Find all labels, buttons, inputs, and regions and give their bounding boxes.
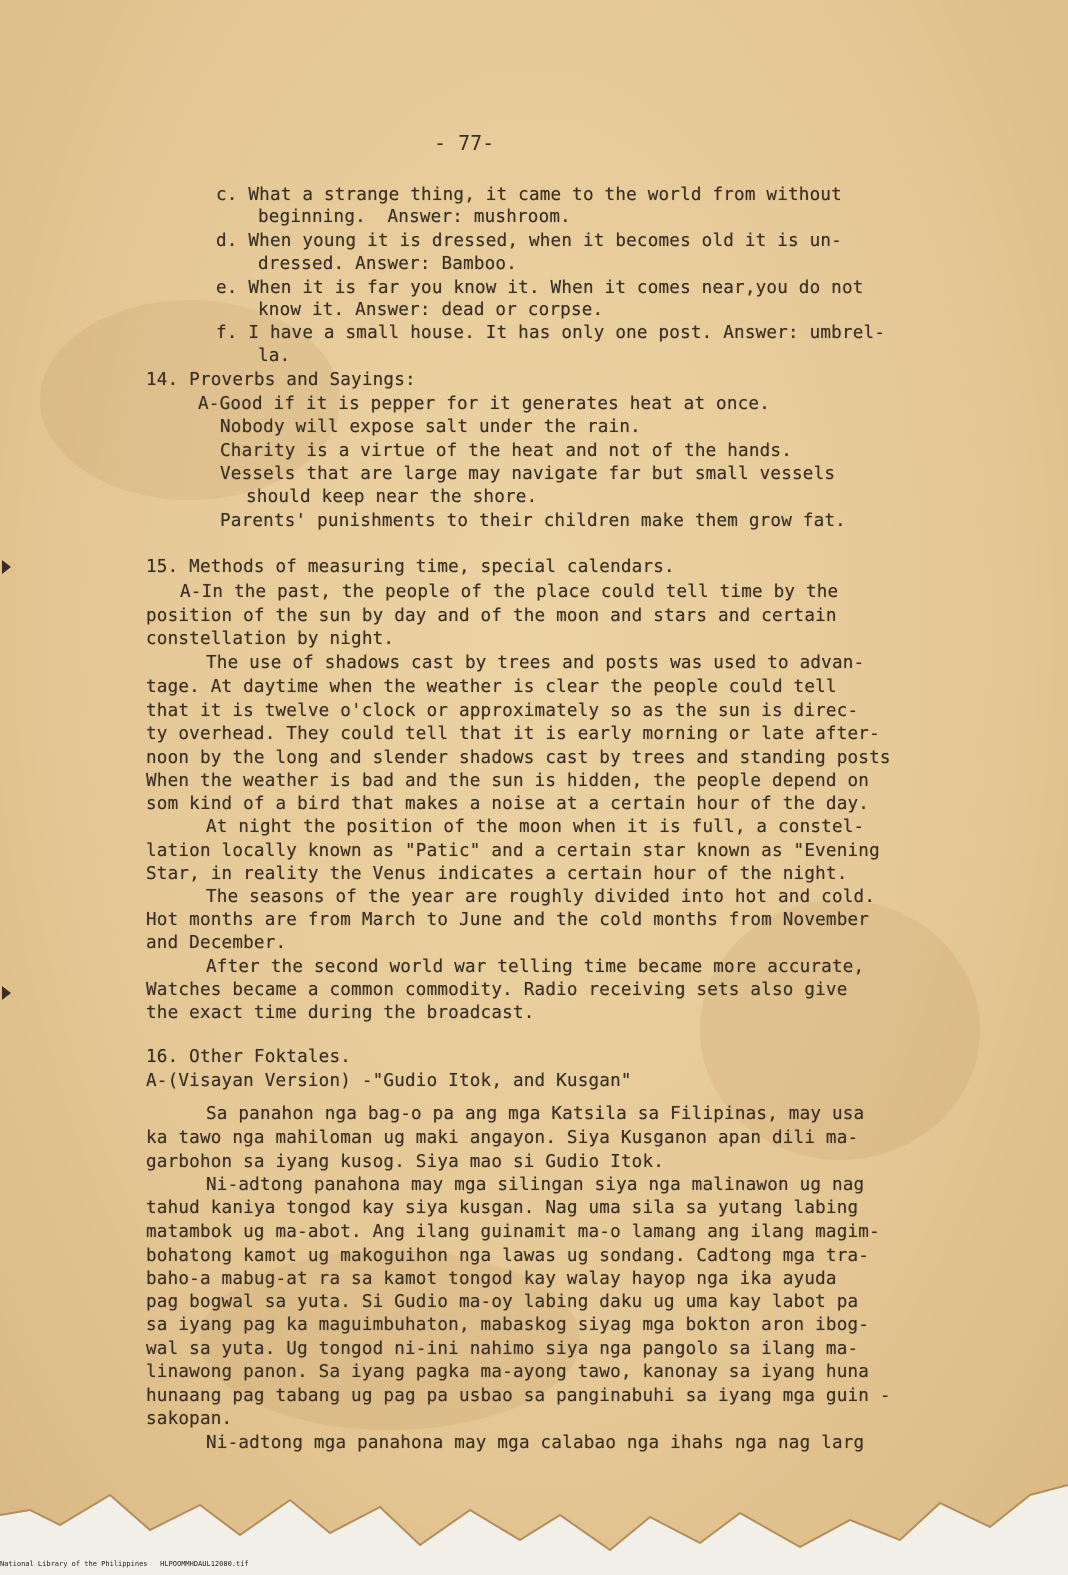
text-line: Watches became a common commodity. Radio receiving sets also give — [146, 980, 848, 1000]
text-line: e. When it is far you know it. When it comes near,you do not — [216, 278, 864, 298]
page-number: - 77- — [434, 131, 495, 155]
text-line: tage. At daytime when the weather is clear the people could tell — [146, 677, 837, 697]
text-line: som kind of a bird that makes a noise at a certain hour of the day. — [146, 794, 870, 814]
text-line: and December. — [146, 933, 287, 953]
text-line: linawong panon. Sa iyang pagka ma-ayong tawo, kanonay sa iyang huna — [146, 1362, 870, 1382]
text-line: position of the sun by day and of the moon and stars and certain — [146, 606, 837, 626]
text-line: ka tawo nga mahiloman ug maki angayon. Siya Kusganon apan dili ma- — [146, 1128, 859, 1148]
text-line: beginning. Answer: mushroom. — [258, 207, 571, 227]
text-line: Hot months are from March to June and the cold months from November — [146, 910, 870, 930]
text-line: baho-a mabug-at ra sa kamot tongod kay walay hayop nga ika ayuda — [146, 1269, 837, 1289]
binding-mark-icon — [2, 560, 12, 574]
text-line: When the weather is bad and the sun is hidden, the people depend on — [146, 771, 870, 791]
text-line: pag bogwal sa yuta. Si Gudio ma-oy labing daku ug uma kay labot pa — [146, 1292, 859, 1312]
text-line: Ni-adtong panahona may mga silingan siya nga malinawon ug nag — [206, 1175, 865, 1195]
archive-footer: National Library of the Philippines HLPOOMMHDAUL12080.tif — [0, 1560, 249, 1568]
text-line: noon by the long and slender shadows cast by trees and standing posts — [146, 748, 891, 768]
text-line: dressed. Answer: Bamboo. — [258, 254, 518, 274]
text-line: Star, in reality the Venus indicates a certain hour of the night. — [146, 864, 848, 884]
text-line: bohatong kamot ug makoguihon nga lawas ug sondang. Cadtong mga tra- — [146, 1246, 870, 1266]
text-line: After the second world war telling time became more accurate, — [206, 957, 865, 977]
text-line: Ni-adtong mga panahona may mga calabao nga ihahs nga nag larg — [206, 1433, 865, 1453]
text-line: d. When young it is dressed, when it becomes old it is un- — [216, 231, 842, 251]
text-line: c. What a strange thing, it came to the world from without — [216, 185, 842, 205]
section-heading: 15. Methods of measuring time, special calendars. — [146, 557, 675, 577]
text-line: wal sa yuta. Ug tongod ni-ini nahimo siya nga pangolo sa ilang ma- — [146, 1339, 859, 1359]
text-line: The use of shadows cast by trees and posts was used to advan- — [206, 653, 865, 673]
text-line: Nobody will expose salt under the rain. — [220, 417, 641, 437]
text-line: the exact time during the broadcast. — [146, 1003, 535, 1023]
text-line: garbohon sa iyang kusog. Siya mao si Gudio Itok. — [146, 1152, 665, 1172]
section-heading: 14. Proverbs and Sayings: — [146, 370, 416, 390]
text-line: At night the position of the moon when it is full, a constel- — [206, 817, 865, 837]
text-line: sa iyang pag ka maguimbuhaton, mabaskog siyag mga bokton aron ibog- — [146, 1315, 870, 1335]
text-line: constellation by night. — [146, 629, 395, 649]
torn-paper-edge — [0, 1455, 1068, 1575]
text-line: Sa panahon nga bag-o pa ang mga Katsila sa Filipinas, may usa — [206, 1104, 865, 1124]
text-line: that it is twelve o'clock or approximately so as the sun is direc- — [146, 701, 859, 721]
text-line: Parents' punishments to their children make them grow fat. — [220, 511, 846, 531]
story-title: A-(Visayan Version) -"Gudio Itok, and Kusgan" — [146, 1071, 632, 1091]
binding-mark-icon — [2, 986, 12, 1000]
text-line: lation locally known as "Patic" and a certain star known as "Evening — [146, 841, 880, 861]
section-heading: 16. Other Foktales. — [146, 1047, 352, 1067]
text-line: f. I have a small house. It has only one post. Answer: umbrel- — [216, 323, 886, 343]
text-line: Vessels that are large may navigate far but small vessels — [220, 464, 836, 484]
text-line: A-Good if it is pepper for it generates heat at once. — [198, 394, 770, 414]
text-line: ty overhead. They could tell that it is early morning or late after- — [146, 724, 880, 744]
text-line: la. — [258, 346, 291, 366]
text-line: A-In the past, the people of the place could tell time by the — [180, 582, 839, 602]
text-line: Charity is a virtue of the heat and not of the hands. — [220, 441, 792, 461]
text-line: know it. Answer: dead or corpse. — [258, 300, 604, 320]
text-line: should keep near the shore. — [246, 487, 538, 507]
text-line: sakopan. — [146, 1409, 233, 1429]
text-line: matambok ug ma-abot. Ang ilang guinamit ma-o lamang ang ilang magim- — [146, 1222, 880, 1242]
text-line: tahud kaniya tongod kay siya kusgan. Nag uma sila sa yutang labing — [146, 1198, 859, 1218]
text-line: hunaang pag tabang ug pag pa usbao sa panginabuhi sa iyang mga guin - — [146, 1386, 891, 1406]
text-line: The seasons of the year are roughly divided into hot and cold. — [206, 887, 876, 907]
